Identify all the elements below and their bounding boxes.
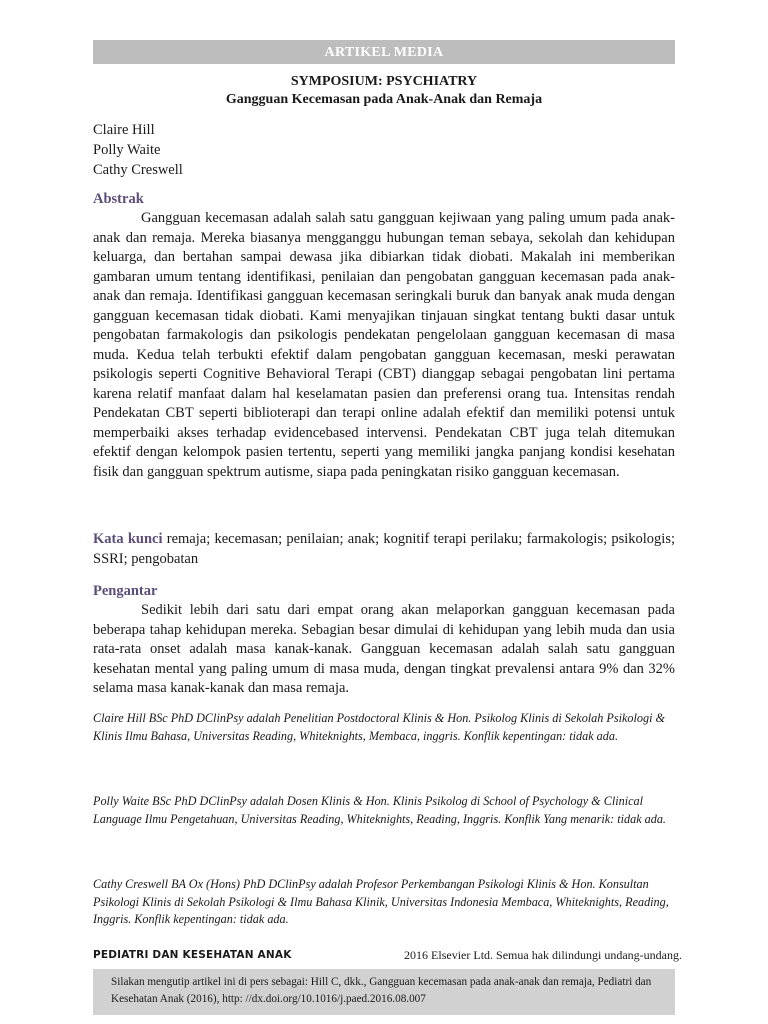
- section-banner: ARTIKEL MEDIA: [93, 40, 675, 64]
- intro-heading: Pengantar: [93, 583, 158, 599]
- author-list: [93, 120, 183, 180]
- symposium-label: SYMPOSIUM: PSYCHIATRY: [290, 74, 478, 89]
- author-name: Claire Hill: [93, 122, 155, 138]
- keywords-text: remaja; kecemasan; penilaian; anak; kognitif terapi perilaku; farmakologis; psikologis; SSRI; pengobatan: [93, 531, 676, 567]
- citation-text: Silakan mengutip artikel ini di pers sebagai: Hill C, dkk., Gangguan kecemasan pada anak-anak dan remaja, Pediatri dan Kesehatan Anak (2016), http: //dx.doi.org/10.1016/j.paed.2016.08.007: [111, 976, 652, 1005]
- author-name: Cathy Creswell: [93, 162, 183, 178]
- abstract-heading: Abstrak: [93, 191, 144, 207]
- article-title: Gangguan Kecemasan pada Anak-Anak dan Remaja: [225, 92, 543, 107]
- affiliation-note: Cathy Creswell BA Ox (Hons) PhD DClinPsy adalah Profesor Perkembangan Psikologi Klinis & Hon. Konsultan Psikologi Klinis di Sekolah Psikologi & Ilmu Bahasa Klinik, Universitas Indonesia Membaca, Whiteknights, Reading, Inggris. Konflik kepentingan: tidak ada.: [93, 877, 669, 926]
- abstract-body: Gangguan kecemasan adalah salah satu gangguan kejiwaan yang paling umum pada anak-anak dan remaja. Mereka biasanya mengganggu hubungan teman sebaya, sekolah dan kehidupan keluarga, dan bertahan sampai dewasa jika dibiarkan tidak diobati. Makalah ini memberikan gambaran umum tentang identifikasi, penilaian dan pengobatan gangguan kecemasan pada anak-anak dan remaja. Identifikasi gangguan kecemasan seringkali buruk dan banyak anak muda dengan gangguan kecemasan tidak diobati. Kami menyajikan tinjauan singkat tentang bukti dasar untuk pengobatan farmakologis dan psikologis pendekatan pengelolaan gangguan kecemasan di masa muda. Kedua telah terbukti efektif dalam pengobatan gangguan kecemasan, meski perawatan psikologis seperti Cognitive Behavioral Terapi (CBT) dianggap sebagai pengobatan lini pertama karena relatif manfaat dalam hal keselamatan pasien dan preferensi orang tua. Intensitas rendah Pendekatan CBT seperti biblioterapi dan terapi online adalah efektif dan memiliki potensi untuk memperbaiki akses terhadap evidencebased intervensi. Pendekatan CBT juga telah ditemukan efektif dengan kelompok pasien tertentu, seperti yang memiliki jangka panjang kondisi kesehatan fisik dan gangguan spektrum autisme, siapa pada peningkatan risiko gangguan kecemasan.: [93, 210, 675, 480]
- abstract-text: [93, 209, 675, 482]
- affiliation-note: Claire Hill BSc PhD DClinPsy adalah Penelitian Postdoctoral Klinis & Hon. Psikolog Klinis di Sekolah Psikologi & Klinis Ilmu Bahasa, Universitas Reading, Whiteknights, Membaca, inggris. Konflik kepentingan: tidak ada.: [93, 711, 665, 743]
- intro-body: Sedikit lebih dari satu dari empat orang akan melaporkan gangguan kecemasan pada beberapa tahap kehidupan mereka. Sebagian besar dimulai di kehidupan yang lebih muda dan usia rata-rata onset adalah masa kanak-kanak. Gangguan kecemasan adalah salah satu gangguan kesehatan mental yang paling umum di masa muda, dengan tingkat prevalensi antara 9% dan 32% selama masa kanak-kanak dan masa remaja.: [93, 602, 675, 696]
- article-header: [93, 73, 675, 109]
- affiliation-note: Polly Waite BSc PhD DClinPsy adalah Dosen Klinis & Hon. Klinis Psikolog di School of Psychology & Clinical Language Ilmu Pengetahuan, Universitas Reading, Whiteknights, Reading, Inggris. Konflik Yang menarik: tidak ada.: [93, 794, 666, 826]
- copyright-notice: 2016 Elsevier Ltd. Semua hak dilindungi undang-undang.: [404, 948, 682, 962]
- keywords: [93, 530, 675, 569]
- author-name: Polly Waite: [93, 142, 161, 158]
- keywords-label: Kata kunci: [93, 531, 163, 547]
- intro-text: [93, 601, 675, 699]
- citation-box: [93, 969, 675, 1015]
- journal-name: PEDIATRI DAN KESEHATAN ANAK: [93, 949, 292, 961]
